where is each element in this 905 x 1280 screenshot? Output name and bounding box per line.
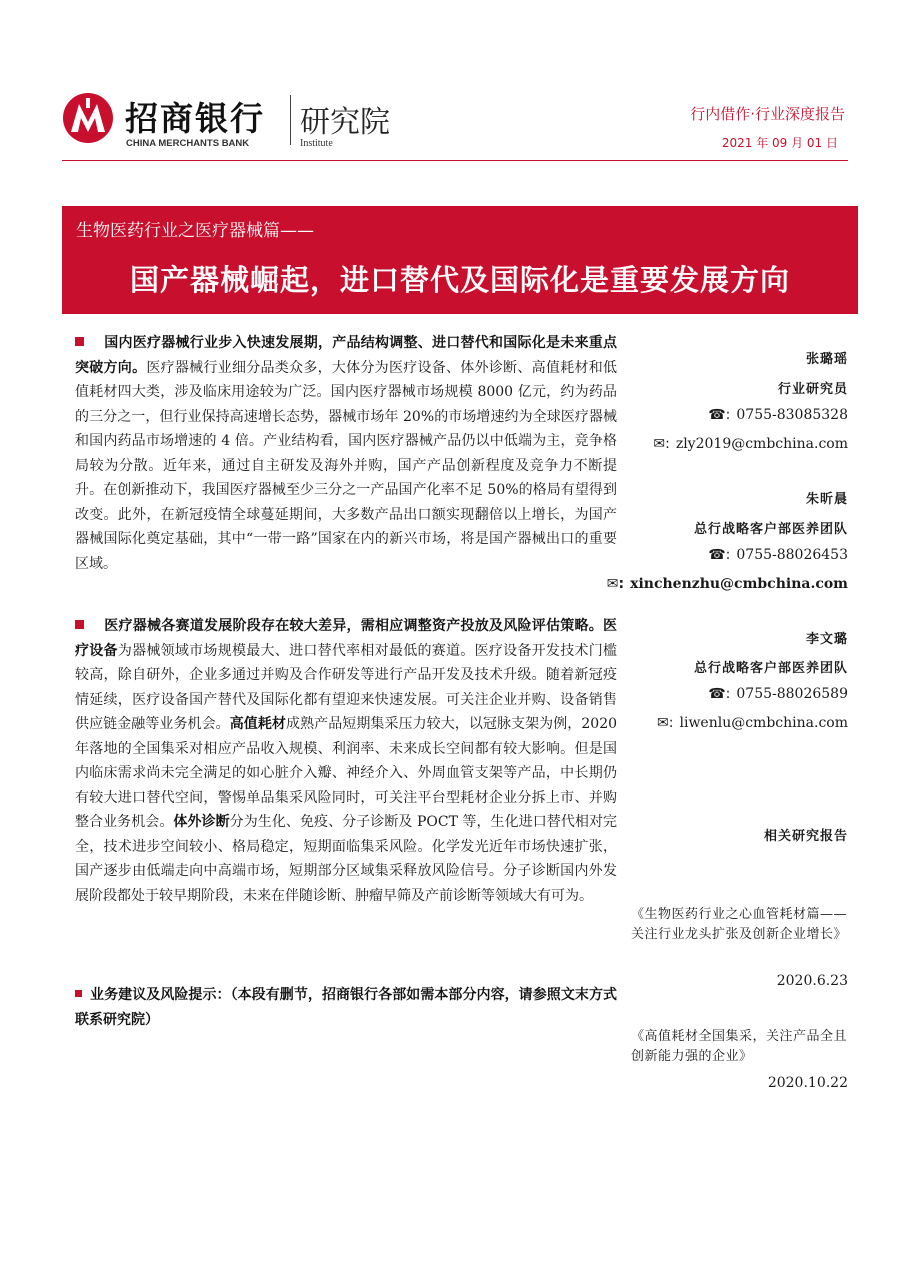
paragraph-lead: 业务建议及风险提示：（本段有删节，招商银行各部如需本部分内容，请参照文末方式联系研究院）	[75, 987, 617, 1028]
envelope-icon: ✉:	[606, 576, 625, 592]
analyst-title: 总行战略客户部医养团队	[693, 661, 848, 676]
paragraph-lead: 医疗器械各赛道发展阶段存在较大差异，需相应调整资产投放及风险评估策略。	[104, 618, 603, 634]
title-banner	[62, 206, 858, 314]
keyword-ivd: 体外诊断	[173, 814, 230, 830]
analyst-name: 朱昕晨	[805, 492, 848, 507]
analyst-email[interactable]: ✉: zly2019@cmbchina.com	[653, 436, 848, 452]
related-report-date: 2020.10.22	[767, 1075, 848, 1091]
phone-icon: ☎:	[708, 686, 731, 702]
keyword-high-value-consumables: 高值耗材	[229, 716, 286, 732]
analyst-email[interactable]: ✉: liwenlu@cmbchina.com	[657, 715, 848, 731]
bank-name: 招商银行	[125, 99, 265, 138]
paragraph-text: 医疗器械行业细分品类众多，大体分为医疗设备、体外诊断、高值耗材和低值耗材四大类，涉及临床用途较为广泛。国内医疗器械市场规模 8000 亿元，约为药品的三分之一，但行业保持高速增长态势，器械市场年 20%的市场增速约为全球医疗器械和国内药品市场增速的 4 倍。产业结构看，国内医疗器械产品仍以中低端为主，竞争格局较为分散。近年来，通过自主研发及海外并购，国产产品创新程度及竞争力不断提升。在创新推动下，我国医疗器械至少三分之一产品国产化率不足 50%的格局有望得到改变。此外，在新冠疫情全球蔓延期间，大多数产品出口额实现翻倍以上增长，为国产器械国际化奠定基础，其中“一带一路”国家在内的新兴市场，将是国产器械出口的重要区域。	[75, 359, 618, 572]
summary-paragraph-3	[75, 983, 617, 1032]
institute-name: 研究院	[300, 105, 390, 140]
header-divider	[62, 160, 848, 161]
square-bullet-icon	[75, 620, 84, 629]
analyst-title: 总行战略客户部医养团队	[693, 522, 848, 537]
logo-divider	[290, 95, 291, 145]
bank-name-english: CHINA MERCHANTS BANK	[126, 138, 250, 149]
envelope-icon: ✉:	[653, 436, 670, 452]
cmb-logo-icon	[62, 92, 114, 144]
square-bullet-icon	[75, 990, 82, 997]
analyst-phone: ☎: 0755-88026589	[708, 686, 848, 702]
analyst-phone: ☎: 0755-83085328	[708, 407, 848, 423]
square-bullet-icon	[75, 337, 84, 346]
phone-icon: ☎:	[708, 547, 731, 563]
paragraph-text: 成熟产品短期集采压力较大，以冠脉支架为例，2020 年落地的全国集采对相应产品收入规模、利润率、未来成长空间都有较大影响。但是国内临床需求尚未完全满足的如心脏介入瓣、神经介入、外周血管支架等产品，中长期仍有较大进口替代空间，警惕单品集采风险同时，可关注平台型耗材企业分拆上市、并购整合业务机会。	[75, 716, 618, 830]
analyst-name: 李文璐	[805, 632, 848, 647]
phone-icon: ☎:	[708, 407, 731, 423]
envelope-icon: ✉:	[657, 715, 674, 731]
summary-paragraph-2	[75, 614, 617, 908]
related-report-title[interactable]: 《高值耗材全国集采，关注产品全且创新能力强的企业》	[631, 1029, 848, 1064]
summary-paragraph-1	[75, 331, 617, 576]
related-report-date: 2020.6.23	[776, 973, 848, 989]
paragraph-text: 分为生化、免疫、分子诊断及 POCT 等，生化进口替代相对完全，技术进步空间较小、格局稳定，短期面临集采风险。化学发光近年市场快速扩张，国产逐步由低端走向中高端市场，短期部分区域集采释放风险信号。分子诊断国内外发展阶段都处于较早期阶段，未来在伴随诊断、肿瘤早筛及产前诊断等领域大有可为。	[75, 814, 618, 904]
paragraph-lead: 国内医疗器械行业步入快速发展期，产品结构调整、进口替代和国际化是未来重点突破方向。	[75, 335, 617, 376]
institute-name-english: Institute	[300, 138, 333, 149]
report-subtitle: 生物医药行业之医疗器械篇——	[76, 221, 314, 241]
related-report-title[interactable]: 《生物医药行业之心血管耗材篇——关注行业龙头扩张及创新企业增长》	[631, 907, 848, 942]
analyst-title: 行业研究员	[777, 382, 848, 397]
analyst-name: 张璐瑶	[805, 352, 848, 367]
related-reports-heading: 相关研究报告	[763, 829, 848, 844]
paragraph-text: 为器械领域市场规模最大、进口替代率相对最低的赛道。医疗设备开发技术门槛较高，除自研外，企业多通过并购及合作研发等进行产品开发及技术升级。随着新冠疫情延续，医疗设备国产替代及国际化都有望迎来快速发展。可关注企业并购、设备销售供应链金融等业务机会。	[75, 642, 617, 732]
report-type: 行内借作·行业深度报告	[690, 105, 845, 123]
report-date: 2021 年 09 月 01 日	[721, 136, 838, 150]
analyst-phone: ☎: 0755-88026453	[708, 547, 848, 563]
keyword-medical-equipment: 医疗设备	[75, 618, 617, 659]
report-title: 国产器械崛起，进口替代及国际化是重要发展方向	[129, 263, 790, 297]
analyst-email[interactable]: ✉: xinchenzhu@cmbchina.com	[606, 576, 848, 592]
